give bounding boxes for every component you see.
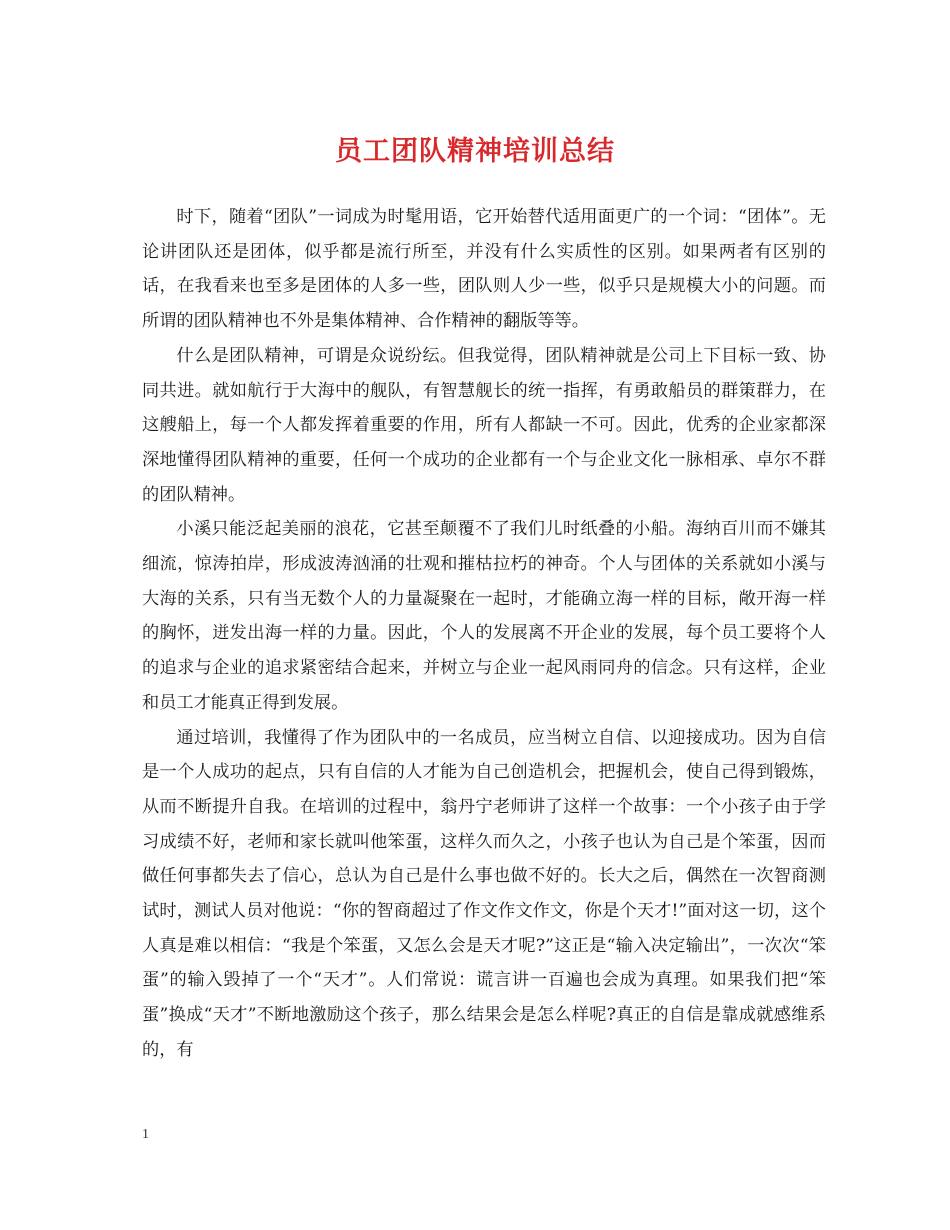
paragraph-2: 什么是团队精神，可谓是众说纷纭。但我觉得，团队精神就是公司上下目标一致、协同共进。就如航行于大海中的舰队，有智慧舰长的统一指挥，有勇敢船员的群策群力，在这艘船上，每一个人都发挥着重要的作用，所有人都缺一不可。因此，优秀的企业家都深深地懂得团队精神的重要，任何一个成功的企业都有一个与企业文化一脉相承、卓尔不群的团队精神。: [142, 345, 826, 505]
paragraph-1: 时下，随着“团队”一词成为时髦用语，它开始替代适用面更广的一个词：“团体”。无论讲团队还是团体，似乎都是流行所至，并没有什么实质性的区别。如果两者有区别的话，在我看来也至多是团体的人多一些，团队则人少一些，似乎只是规模大小的问题。而所谓的团队精神也不外是集体精神、合作精神的翻版等等。: [142, 207, 826, 332]
paragraph-3: 小溪只能泛起美丽的浪花，它甚至颠覆不了我们儿时纸叠的小船。海纳百川而不嫌其细流，惊涛拍岸，形成波涛汹涌的壮观和摧枯拉朽的神奇。个人与团体的关系就如小溪与大海的关系，只有当无数个人的力量凝聚在一起时，才能确立海一样的目标，敞开海一样的胸怀，迸发出海一样的力量。因此，个人的发展离不开企业的发展，每个员工要将个人的追求与企业的追求紧密结合起来，并树立与企业一起风雨同舟的信念。只有这样，企业和员工才能真正得到发展。: [142, 519, 826, 713]
document-body: [142, 200, 826, 1068]
paragraph-4: 通过培训，我懂得了作为团队中的一名成员，应当树立自信、以迎接成功。因为自信是一个人成功的起点，只有自信的人才能为自己创造机会，把握机会，使自己得到锻炼，从而不断提升自我。在培训的过程中，翁丹宁老师讲了这样一个故事：一个小孩子由于学习成绩不好，老师和家长就叫他笨蛋，这样久而久之，小孩子也认为自己是个笨蛋，因而做任何事都失去了信心，总认为自己是什么事也做不好的。长大之后，偶然在一次智商测试时，测试人员对他说：“你的智商超过了作文作文作文，你是个天才!”面对这一切，这个人真是难以相信：“我是个笨蛋，又怎么会是天才呢?”这正是“输入决定输出”，一次次“笨蛋”的输入毁掉了一个“天才”。人们常说：谎言讲一百遍也会成为真理。如果我们把“笨蛋”换成“天才”不断地激励这个孩子，那么结果会是怎么样呢?真正的自信是靠成就感维系的，有: [142, 727, 826, 1060]
page-number: 1: [142, 1127, 149, 1142]
document-title: 员工团队精神培训总结: [335, 136, 615, 167]
